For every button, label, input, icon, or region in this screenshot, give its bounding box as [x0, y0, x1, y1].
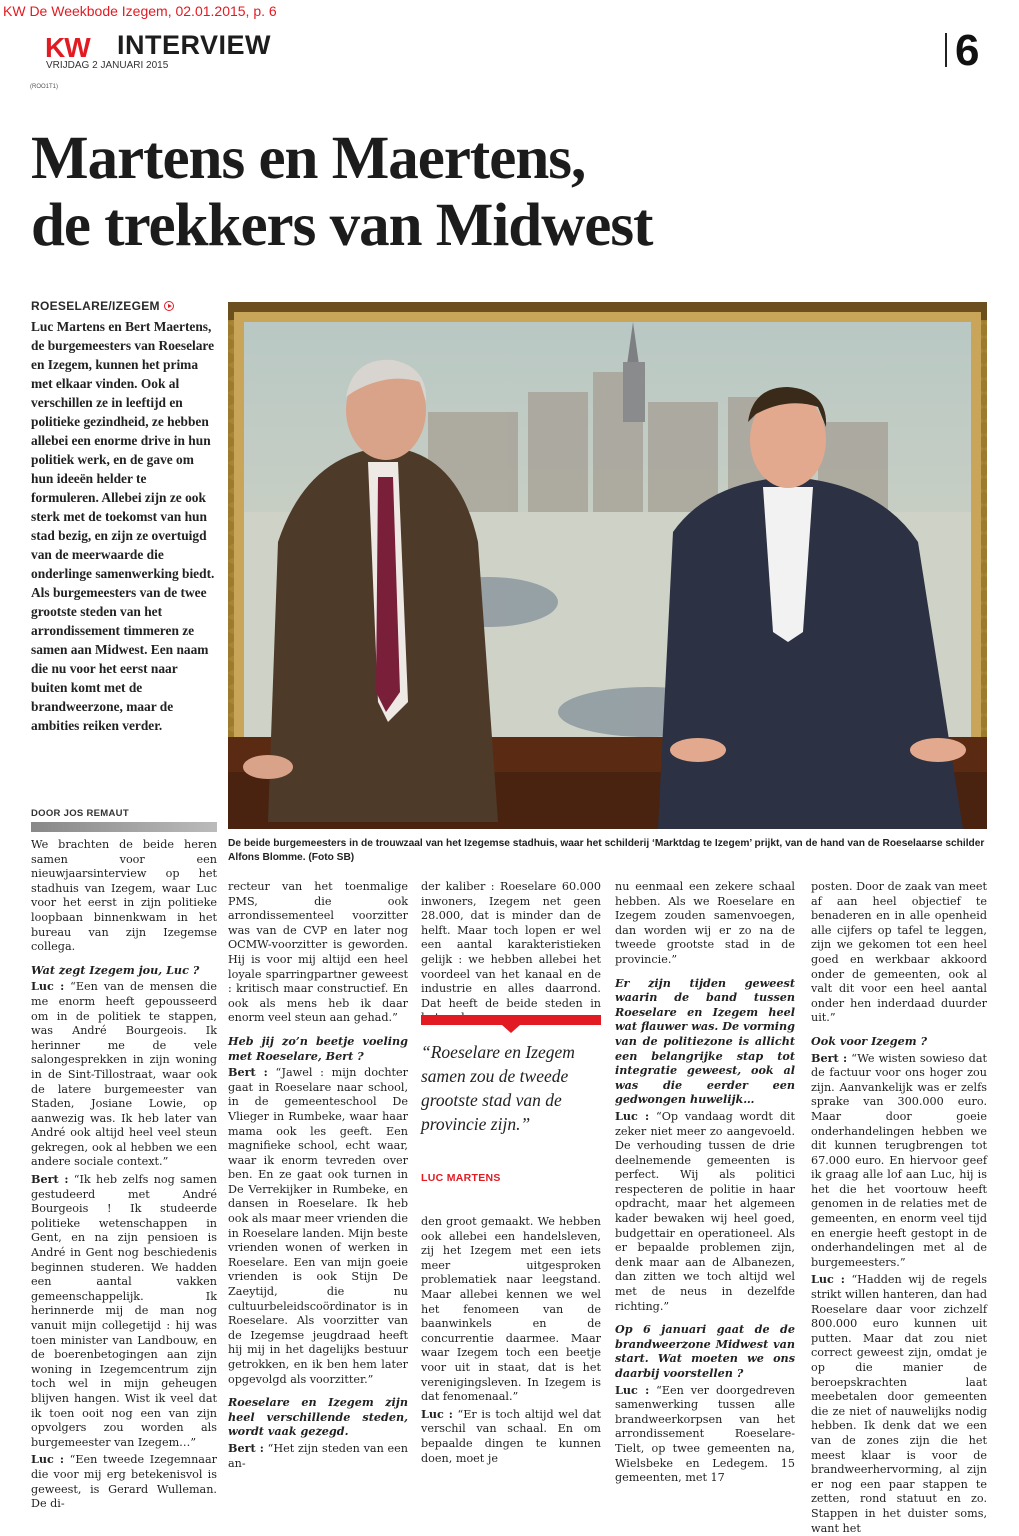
speaker: Luc : [615, 1108, 650, 1123]
page-number: 6 [955, 26, 980, 75]
question: Ook voor Izegem ? [811, 1033, 927, 1048]
headline-line-2: de trekkers van Midwest [31, 192, 653, 259]
answer-text: nu eenmaal een zekere schaal hebben. Als we Roeselare en Izegem zouden samenvoegen, dan worden wij er zo na de tweede grootste stad in de provincie.” [615, 880, 795, 966]
answer-paragraph [811, 1272, 987, 1536]
quote-author: LUC MARTENS [421, 1172, 501, 1184]
photo-caption: De beide burgemeesters in de trouwzaal van het Izegemse stadhuis, waar het schilderij ‘Marktdag te Izegem’ prijkt, van de hand van de Roeselaarse schilder Alfons Blomme. (Foto SB) [228, 838, 985, 863]
answer-paragraph [228, 1441, 408, 1471]
answer-text: “Ik heb zelfs nog samen gestudeerd met André Bourgeois ! Ik studeerde politieke wetenschappen in Gent, en na zijn pensioen is André in Gent nog beschiedenis beginnen studeren. We hadden een aantal vakken gemeenschappelijk. Ik herinnerde mij de man nog vanuit mijn collegetijd : hij was toen minister van Landbouw, en de boerenbetogingen aan zijn woning in Izegemcentrum zijn toch wel in mijn geheugen blijven hangen. Wist ik veel dat ik toen ooit nog een van zijn opvolgers zou worden als burgemeester van Izegem…” [31, 1173, 217, 1449]
answer-paragraph [421, 1407, 601, 1466]
answer-paragraph [31, 1452, 217, 1511]
answer-paragraph [811, 1051, 987, 1271]
speaker: Luc : [31, 1452, 64, 1467]
speaker: Luc : [811, 1272, 845, 1287]
speaker: Luc : [421, 1406, 453, 1421]
byline: DOOR JOS REMAUT [31, 808, 129, 819]
page-divider [945, 33, 947, 67]
answer-text: den groot gemaakt. We hebben ook allebei een handelsleven, zij het Izegem met een iets meer uitgesproken problematiek naar leegstand. Maar allebei kennen we wel het fenomeen van de baanwinkels en de concurrentie daarmee. Maar waar Izegem toch een beetje voor uit in staat, dat is het verenigingsleven. In Izegem is dat fenomenaal.” [421, 1215, 601, 1404]
lead-paragraph: Luc Martens en Bert Maertens, de burgemeesters van Roeselare en Izegem, kunnen het prima met elkaar vinden. Ook al verschillen ze in leeftijd en politieke gezindheid, ze hebben allebei een enorme drive in hun politiek werk, en de gave om hun ideeën helder te formuleren. Allebei zijn ze ook sterk met de toekomst van hun stad bezig, en zijn ze overtuigd van de meerwaarde die onderlinge samenwerking biedt. Als burgemeesters van de twee grootste steden van het arrondissement timmeren ze samen aan Midwest. Een naam die nu voor het eerst naar buiten komt met de brandweerzone, maar de ambities reiken verder. [31, 319, 215, 733]
photo-illustration [228, 302, 987, 829]
quote-pointer [502, 1025, 520, 1033]
answer-text: “Jawel : mijn dochter gaat in Roeselare naar school, in de gemeenteschool De Vlieger in Rumbeke, waar haar mama ook les geeft. Een magnifieke school, echt waar, waar ik enorm tevreden over ben. En ze gaat ook turnen in De Verrekijker in Rumbeke, en dansen in Roeselare. Ik heb ook als maar meer vrienden die in Roeselare landen. Mijn beste vrienden wonen of werken in Roeselare. Een van mijn goeie vrienden is ook Stijn De Zaeytijd, die nu cultuurbeleidscoördinator is in Roeselare. Als voorzitter van de Izegemse jeugdraad heeft hij mij in het dagelijks bestuur getrokken, en ik ben hem later opgevolgd als voorzitter.” [228, 1066, 408, 1386]
intro-paragraph: We brachten de beide heren samen voor een nieuwjaarsinterview op het stadhuis van Izegem, waar Luc voor het eerst in zijn politieke loopbaan binnenkwam in het bureau van zijn Izegemse collega. [31, 838, 217, 954]
speaker: Luc : [31, 979, 65, 994]
answer-text: der kaliber : Roeselare 60.000 inwoners, Izegem net geen 28.000, dat is minder dan de helft. Maar toch lopen er wel een aantal karakteristieken gelijk : we hebben allebei het voordeel van het kanaal en de industrie en alles daarrond. Dat heeft de beide steden in [421, 880, 601, 1010]
answer-text: “Een tweede Izegemnaar die voor mij erg betekenisvol is geweest, is Gerard Wulleman. De di- [31, 1453, 217, 1511]
answer-text: “Het zijn steden van een an- [228, 1441, 408, 1470]
article-column-4 [615, 880, 795, 1485]
answer-paragraph [228, 1065, 408, 1387]
answer-text: “Hadden wij de regels strikt willen hanteren, dan had Roeselare daar voor zichzelf 800.000 euro kunnen uit putten. Maar dat zou niet correct geweest zijn, omdat je op die manier de beroepskrachten laat meebetalen door gemeenten die ze niet of nauwelijks nodig hebben. Ik denk dat we een van de zones zijn die het meest klaar is voor de brandweerhervorming, al zijn er nog een paar stappen te zetten, rond statuut en zo. Stappen in het duister soms, want het [811, 1273, 987, 1535]
answer-text: “Een van de mensen die me enorm heeft gepousseerd om in de politiek te stappen, was André Bourgeois. Ik herinner me de vele salongesprekken in zijn woning in de Sint-Tillostraat, waar ook de latere burgemeester van Staden, Josiane Lowie, op aanwezig was. Ik heb later van André ook altijd heel veel steun gekregen, ook al hebben we een andere sociale context.” [31, 980, 217, 1169]
answer-paragraph [31, 979, 217, 1170]
answer-text: posten. Door de zaak van meet af aan heel objectief te benaderen en in alle openheid alle cijfers op tafel te leggen, zijn we gekomen tot een heel goed en werkbaar akkoord onder de gemeenten, ook al valt dit voor een heel aantal onder hen inderdaad duurder uit.” [811, 880, 987, 1025]
answer-text: “Er is toch altijd wel dat verschil van schaal. En om bepaalde dingen te kunnen doen, moet je [421, 1407, 601, 1465]
answer-paragraph [615, 1383, 795, 1486]
answer-paragraph [31, 1172, 217, 1450]
photo-mayors [228, 302, 987, 829]
answer-text: recteur van het toenmalige PMS, die ook arrondissementeel voorzitter was van de CVP en later nog OCMW-voorzitter is geworden. Hij is voor mij altijd een heel loyale sparringpartner geweest : kritisch maar constructief. En ook als mens heb ik daar enorm veel steun aan gehad.” [228, 880, 408, 1025]
answer-text: “Een ver doorgedreven samenwerking tussen alle brandweerkorpsen van het arrondissement Roeselare-Tielt, op twee gemeenten na, Wielsbeke en Ledegem. 15 gemeenten, met 17 [615, 1383, 795, 1485]
section-title: INTERVIEW [117, 30, 272, 60]
answer-paragraph [615, 1109, 795, 1314]
region-text: ROESELARE/IZEGEM [31, 299, 160, 313]
article-column-3-bottom [421, 1215, 601, 1465]
question: Wat zegt Izegem jou, Luc ? [31, 962, 200, 977]
speaker: Bert : [228, 1440, 264, 1455]
article-column-1 [31, 838, 217, 1511]
headline [31, 125, 991, 259]
speaker: Luc : [615, 1382, 650, 1397]
question: Op 6 januari gaat de de brandweerzone Midwest van start. Wat moeten we ons daarbij voorstellen ? [615, 1322, 795, 1380]
headline-line-1: Martens en Maertens, [31, 125, 586, 192]
edition-code: (ROO1T1) [30, 84, 59, 90]
article-column-3-top [421, 880, 601, 1010]
article-column-2 [228, 880, 408, 1470]
lead-block [31, 299, 217, 735]
region-label [31, 299, 217, 313]
source-reference: KW De Weekbode Izegem, 02.01.2015, p. 6 [3, 3, 277, 19]
speaker: Bert : [228, 1065, 268, 1080]
article-column-5 [811, 880, 987, 1535]
speaker: Bert : [811, 1050, 848, 1065]
question: Roeselare en Izegem zijn heel verschillende steden, wordt vaak gezegd. [228, 1395, 408, 1439]
answer-text: “Op vandaag wordt dit zeker niet meer zo aangevoeld. De verhouding tussen de drie deelnemende gemeenten is perfect. Wij als politici respecteren de politie in haar opdracht, maar het algemeen kader bewaken wij heel goed, budgettair en operationeel. Als er bepaalde problemen zijn, denk maar aan de Albanezen, dan zitten we toch altijd wel met de neus in dezelfde richting.” [615, 1109, 795, 1313]
byline-bar [31, 822, 217, 832]
quote-band [421, 1015, 601, 1025]
arrow-icon [164, 301, 174, 311]
pull-quote: “Roeselare en Izegem samen zou de tweede grootste stad van de provincie zijn.” [421, 1042, 575, 1134]
speaker: Bert : [31, 1172, 69, 1187]
question: Heb jij zo’n beetje voeling met Roeselare, Bert ? [228, 1033, 408, 1063]
question: Er zijn tijden geweest waarin de band tussen Roeselare en Izegem heel wat flauwer was. De vorming van de politiezone is allicht een belangrijke stap tot integratie geweest, ook al was die eerder een gedwongen huwelijk… [615, 975, 795, 1107]
issue-date: VRIJDAG 2 JANUARI 2015 [46, 60, 169, 71]
answer-text: “We wisten sowieso dat de factuur voor ons hoger zou zijn. Aanvankelijk was er zelfs sprake van 300.000 euro. Maar door goeie onderhandelingen hebben we dit kunnen terugbrengen tot 67.000 euro. En hiervoor geef ik graag alle lof aan Luc, hij is het die het voortouw heeft genomen in de relaties met de gemeenten, en enorm veel tijd en energie heeft gestopt in de onderhandelingen met al de burgemeesters.” [811, 1051, 987, 1269]
kw-logo: KW [45, 32, 90, 63]
